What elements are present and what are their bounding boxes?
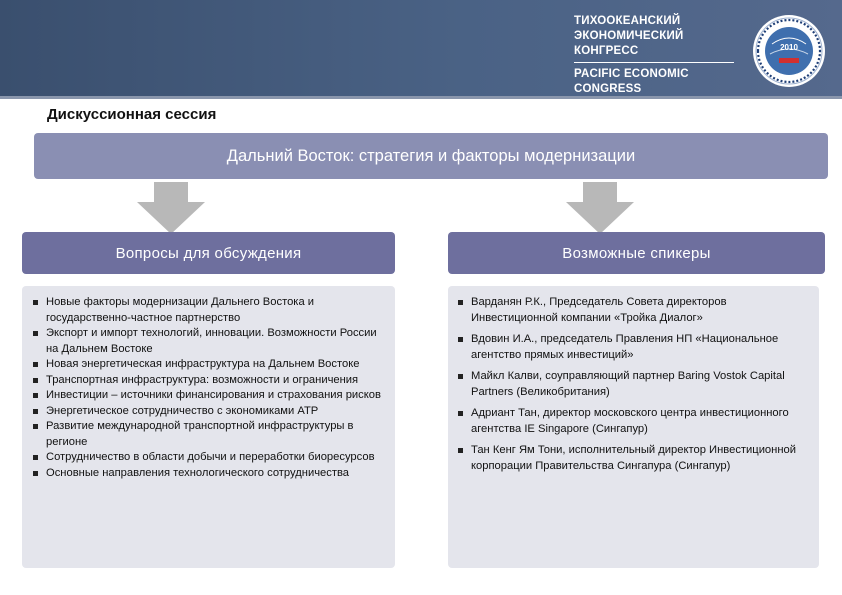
session-title: Дальний Восток: стратегия и факторы модернизации — [226, 146, 636, 165]
congress-brand — [574, 14, 739, 97]
possible-speakers-panel — [448, 286, 819, 568]
list-item: Основные направления технологического сотрудничества — [32, 466, 384, 482]
list-item: Тан Кенг Ям Тони, исполнительный директор Инвестиционной корпорации Правительства Сингапура (Сингапур) — [457, 443, 809, 474]
brand-ru-line1: ТИХООКЕАНСКИЙ — [574, 15, 681, 27]
brand-en-line2: CONGRESS — [574, 83, 642, 95]
list-item: Майкл Калви, соуправляющий партнер Baring Vostok Capital Partners (Великобритания) — [457, 369, 809, 400]
brand-en-line1: PACIFIC ECONOMIC — [574, 68, 689, 80]
session-label: Дискуссионная сессия — [47, 106, 217, 123]
discussion-questions-panel — [22, 286, 395, 568]
possible-speakers-list — [457, 295, 809, 480]
brand-ru-line2: ЭКОНОМИЧЕСКИЙ КОНГРЕСС — [574, 30, 684, 57]
arrow-down-icon — [566, 182, 634, 234]
possible-speakers-title: Возможные спикеры — [562, 244, 711, 262]
list-item: Варданян Р.К., Председатель Совета директоров Инвестиционной компании «Тройка Диалог» — [457, 295, 809, 326]
congress-logo — [752, 14, 826, 88]
list-item: Сотрудничество в области добычи и переработки биоресурсов — [32, 450, 384, 466]
list-item: Транспортная инфраструктура: возможности и ограничения — [32, 373, 384, 389]
discussion-questions-header — [22, 232, 395, 274]
brand-separator — [574, 62, 734, 63]
list-item: Новые факторы модернизации Дальнего Востока и государственно-частное партнерство — [32, 295, 384, 326]
possible-speakers-header — [448, 232, 825, 274]
list-item: Инвестиции – источники финансирования и страхования рисков — [32, 388, 384, 404]
list-item: Вдовин И.А., председатель Правления НП «Национальное агентство прямых инвестиций» — [457, 332, 809, 363]
list-item: Адриант Тан, директор московского центра инвестиционного агентства IE Singapore (Сингапур) — [457, 406, 809, 437]
discussion-questions-title: Вопросы для обсуждения — [115, 244, 302, 262]
discussion-questions-list — [32, 295, 384, 481]
list-item: Энергетическое сотрудничество с экономиками АТР — [32, 404, 384, 420]
logo-year: 2010 — [780, 43, 798, 52]
arrow-down-icon — [137, 182, 205, 234]
list-item: Экспорт и импорт технологий, инновации. Возможности России на Дальнем Востоке — [32, 326, 384, 357]
session-title-bar — [34, 133, 828, 179]
list-item: Новая энергетическая инфраструктура на Дальнем Востоке — [32, 357, 384, 373]
list-item: Развитие международной транспортной инфраструктуры в регионе — [32, 419, 384, 450]
